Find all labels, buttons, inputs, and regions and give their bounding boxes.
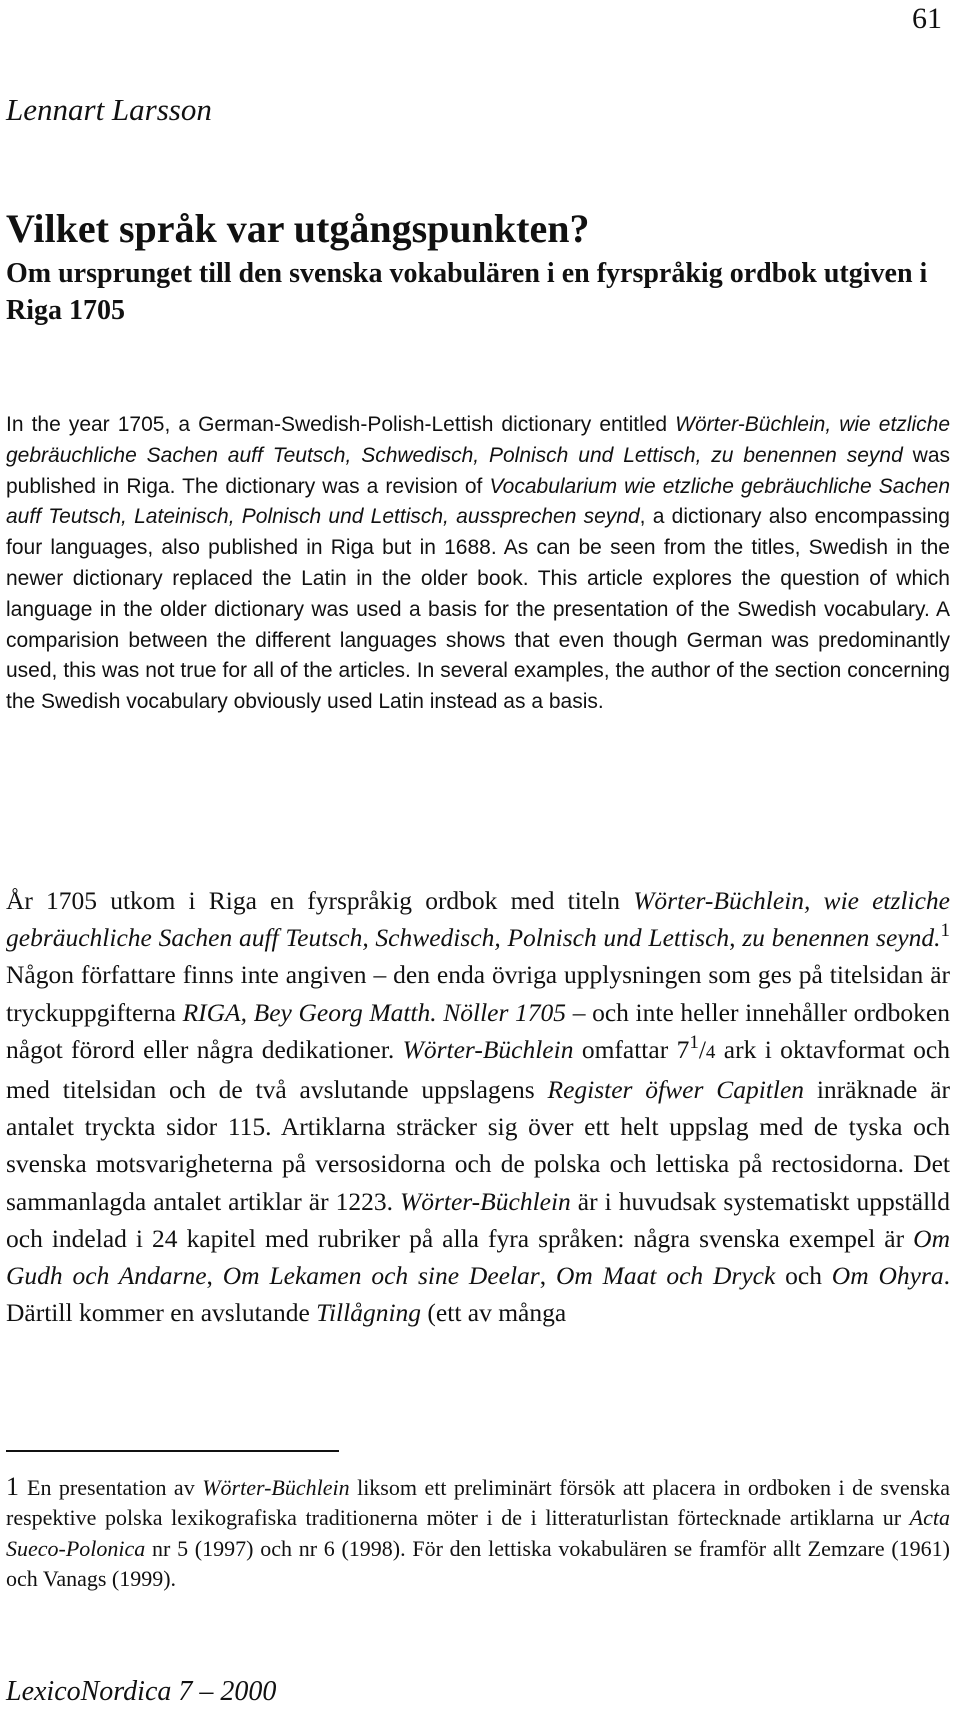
footnote-reference[interactable]: 1 xyxy=(940,920,950,942)
body-italic: Wörter-Büchlein xyxy=(399,1186,571,1216)
body-text: , xyxy=(206,1261,223,1291)
body-text: – och inte heller innehåller ordboken något förord eller några dedikationer. xyxy=(6,997,950,1064)
footnote-text: liksom ett preliminärt försök att placera in ordboken i de svenska respektive polska lexikografiska traditionerna möter i de i litteraturlistan förtecknade artiklarna ur xyxy=(6,1475,950,1531)
footnote-text: nr 5 (1997) och nr 6 (1998). För den lettiska vokabulären se framför allt Zemzare (1961) och Vanags (1999). xyxy=(6,1535,950,1592)
abstract-text: In the year 1705, a German-Swedish-Polish-Lettish dictionary entitled xyxy=(6,413,676,436)
page-number: 61 xyxy=(912,2,942,35)
abstract-text: , a dictionary also encompassing four languages, also published in Riga but in 1688. As can be seen from the titles, Swedish in the newer dictionary replaced the Latin in the older book. This article explores the question of which language in the older dictionary was used a basis for the presentation of the Swedish vocabulary. A comparision between the different languages shows that even though German was predominantly used, this was not true for all of the articles. In several examples, the author of the section concerning the Swedish vocabulary obviously used Latin instead as a basis. xyxy=(6,505,950,714)
body-text: År 1705 utkom i Riga en fyrspråkig ordbok med titeln xyxy=(6,886,634,915)
body-italic: Om Maat och Dryck xyxy=(555,1261,776,1291)
abstract-title-1: Wörter-Büchlein, wie etzliche gebräuchliche Sachen auff Teutsch, Schwedisch, Polnisch und Lettisch, zu benennen seynd xyxy=(6,413,950,467)
article-title: Vilket språk var utgångspunkten? xyxy=(6,206,590,251)
body-text: och xyxy=(775,1261,832,1291)
article-subtitle: Om ursprunget till den svenska vokabulären i en fyrspråkig ordbok utgiven i Riga 1705 xyxy=(6,258,928,326)
body-text: inräknade är antalet tryckta sidor 115. Artiklarna sträcker sig över ett helt uppslag med de tyska och svenska motsvarigheterna på versosidorna och de polska och lettiska på rectosidorna. Det sammanlagda antalet artiklar är 1223. xyxy=(6,1075,950,1216)
abstract-paragraph xyxy=(6,410,950,718)
footnote-divider xyxy=(6,1450,339,1452)
body-italic: Om Lekamen och sine Deelar xyxy=(222,1261,540,1291)
body-italic: RIGA, Bey Georg Matth. Nöller 1705 xyxy=(182,997,567,1027)
body-text: omfattar 7 xyxy=(573,1034,690,1064)
body-text: är i huvudsak systematiskt uppställd och indelad i 24 kapitel med rubriker på alla fyra språken: några svenska exempel är xyxy=(6,1186,951,1253)
body-text: . Därtill kommer en avslutande xyxy=(6,1261,951,1328)
body-italic: Om Gudh och Andarne xyxy=(6,1223,950,1291)
fraction-numerator: 1 xyxy=(689,1031,699,1053)
journal-footer: LexicoNordica 7 – 2000 xyxy=(6,1676,277,1707)
body-italic: Tillågning xyxy=(316,1298,422,1328)
body-italic: Om Ohyra xyxy=(831,1261,944,1291)
body-paragraph xyxy=(6,882,950,1331)
fraction-separator: / xyxy=(698,1034,706,1064)
body-text: ark i oktavformat och med titelsidan och de två avslutande uppslagens xyxy=(6,1034,950,1105)
abstract-text: was published in Riga. The dictionary was a revision of xyxy=(6,443,950,498)
footnote-italic: Wörter-Büchlein xyxy=(202,1475,350,1500)
body-text: (ett av många xyxy=(421,1298,567,1328)
author-name: Lennart Larsson xyxy=(6,92,212,127)
abstract-title-2: Vocabularium wie etzliche gebräuchliche Sachen auff Teutsch, Lateinisch, Polnisch und Lettisch, aussprechen seynd xyxy=(6,474,951,529)
footnote-number: 1 xyxy=(6,1472,19,1501)
fraction-denominator: 4 xyxy=(705,1041,716,1063)
body-italic: Wörter-Büchlein xyxy=(402,1034,574,1064)
footnote-text: En presentation av xyxy=(27,1475,203,1500)
body-text: Någon författare finns inte angiven – den enda övriga upplysningen som ges på titelsidan är tryckuppgifterna xyxy=(6,960,950,1027)
body-text: , xyxy=(539,1261,556,1291)
body-italic: Wörter-Büchlein, wie etzliche gebräuchliche Sachen auff Teutsch, Schwedisch, Polnisch und Lettisch, zu benennen seynd. xyxy=(6,886,950,953)
footnote-1 xyxy=(6,1472,950,1595)
body-italic: Register öfwer Capitlen xyxy=(547,1075,805,1105)
footnote-italic: Acta Sueco-Polonica xyxy=(6,1505,950,1561)
